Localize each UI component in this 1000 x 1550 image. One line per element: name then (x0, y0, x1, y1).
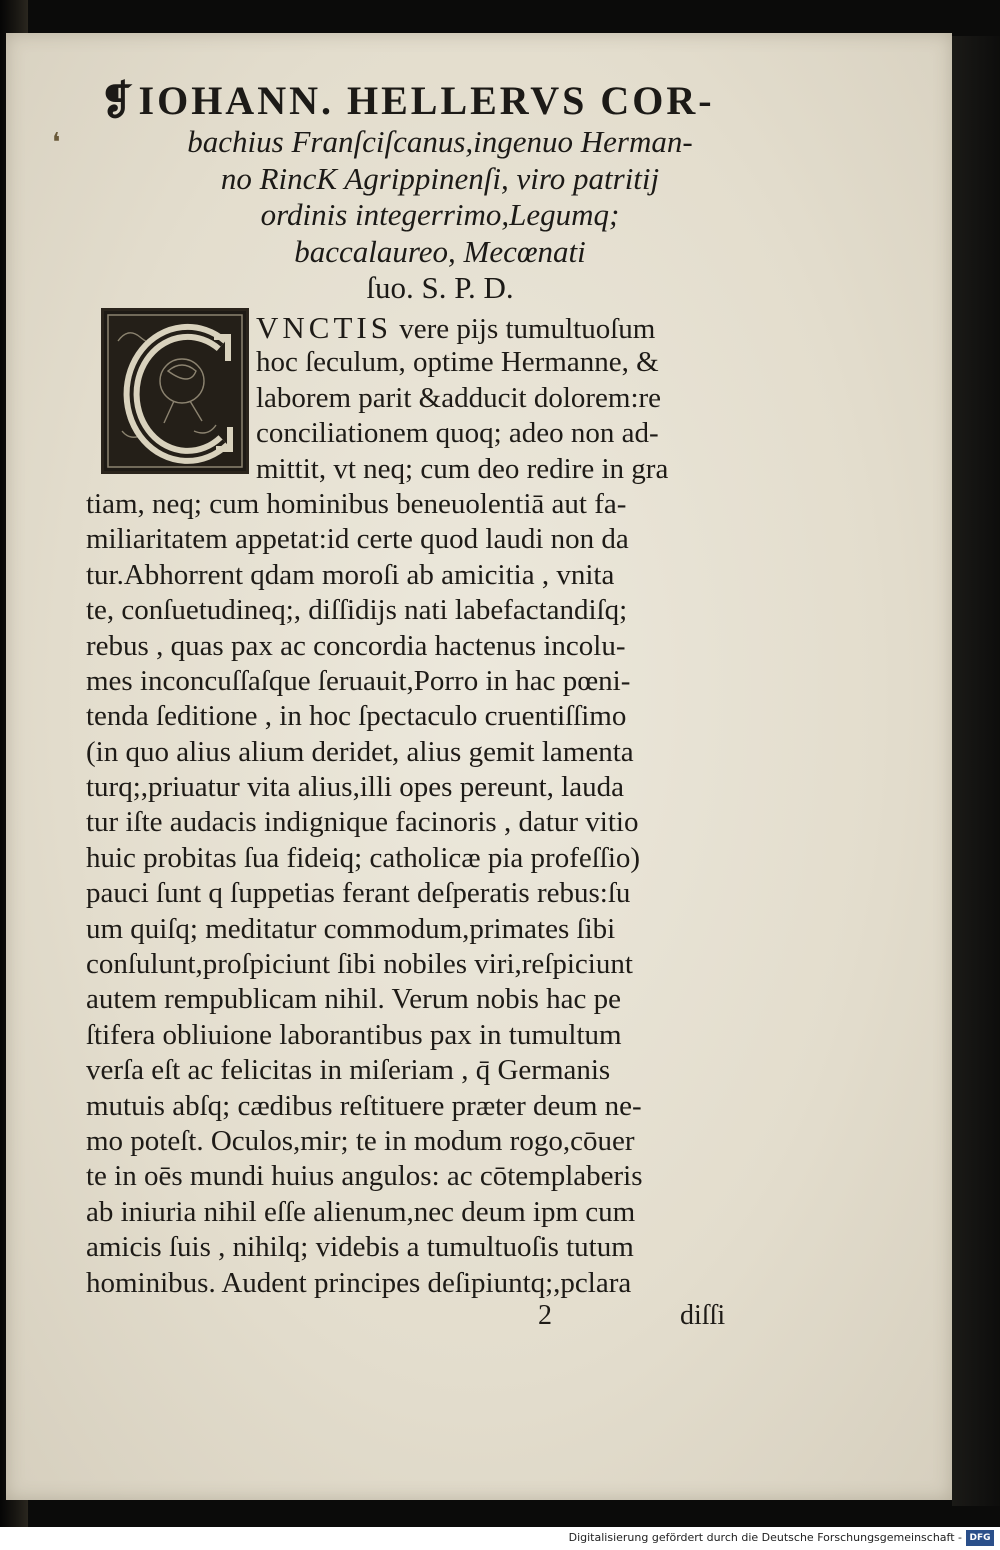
body-line: miliaritatem appetat:id certe quod laudi non da (86, 523, 629, 556)
signature-mark: 2 (538, 1300, 552, 1331)
heading-line: no RincK Agrippinenſi, viro patritij (220, 160, 660, 196)
body-line: tur.Abhorrent qdam moroſi ab amicitia , vnita (86, 558, 615, 591)
body-line: autem rempublicam nihil. Verum nobis hac pe (86, 983, 622, 1016)
opening-line-rest: vere pijs tumultuoſum (391, 313, 656, 345)
credit-bar (0, 1527, 1000, 1550)
body-line: ſtifera obliuione laborantibus pax in tumultum (86, 1018, 622, 1051)
heading-line: ordinis integerrimo,Legumq; (260, 197, 620, 232)
body-line: mutuis abſq; cædibus reſtituere præter deum ne- (86, 1089, 642, 1122)
body-line: (in quo alius alium deridet, alius gemit lamenta (86, 735, 634, 768)
dfg-logo-icon: DFG (966, 1530, 994, 1546)
funding-credit: Digitalisierung gefördert durch die Deutsche Forschungsgemeinschaft - (568, 1531, 962, 1544)
body-line: laborem parit &adducit dolorem:re (256, 381, 662, 414)
body-line: hoc ſeculum, optime Hermanne, & (256, 346, 659, 379)
catchword: diſſi (680, 1300, 726, 1331)
body-line: mittit, vt neq; cum deo redire in gra (256, 452, 669, 485)
pilcrow-icon: ❡ (100, 78, 137, 123)
body-line: te in oēs mundi huius angulos: ac cōtemplaberis (86, 1160, 643, 1193)
opening-capitals: VNCTIS (256, 310, 392, 345)
heading-line-1 (100, 78, 780, 124)
body-line: mo poteſt. Oculos,mir; te in modum rogo,cōuer (86, 1124, 635, 1157)
heading-line: bachius Franſciſcanus,ingenuo Herman- (187, 124, 693, 159)
body-line: verſa eſt ac felicitas in miſeriam , q̄ Germanis (86, 1054, 611, 1087)
heading-author-name: IOHANN. HELLERVS COR- (138, 78, 715, 123)
body-line: conciliationem quoq; adeo non ad- (256, 417, 659, 450)
heading-line: baccalaureo, Mecœnati (294, 233, 586, 269)
body-line: tiam, neq; cum hominibus beneuolentiā aut fa- (86, 487, 627, 520)
body-text (86, 310, 766, 1301)
body-line: um quiſq; meditatur commodum,primates ſibi (86, 912, 616, 945)
body-line: ab iniuria nihil eſſe alienum,nec deum ipm cum (86, 1195, 636, 1228)
body-line: conſulunt,proſpiciunt ſibi nobiles viri,reſpiciunt (86, 948, 633, 981)
body-line: rebus , quas pax ac concordia hactenus incolu- (86, 629, 626, 662)
body-line: amicis ſuis , nihilq; videbis a tumultuoſis tutum (86, 1231, 634, 1264)
body-line: tur iſte audacis indignique facinoris , datur vitio (86, 806, 639, 839)
body-line: turq;,priuatur vita alius,illi opes pereunt, lauda (86, 771, 624, 804)
body-line: tenda ſeditione , in hoc ſpectaculo cruentiſſimo (86, 700, 627, 733)
body-line: te, conſuetudineq;, diſſidijs nati labefactandiſq; (86, 594, 628, 627)
page-footer (86, 1298, 766, 1338)
body-line (86, 310, 766, 345)
heading-line: ſuo. S. P. D. (366, 270, 514, 305)
body-line: pauci ſunt q ſuppetias ferant deſperatis rebus:ſu (86, 877, 631, 910)
body-line: hominibus. Audent principes deſipiuntq;,pclara (86, 1266, 632, 1299)
body-line: mes inconcuſſaſque ſeruauit,Porro in hac pœni- (86, 664, 631, 697)
body-line: huic probitas ſua fideiq; catholicæ pia profeſſio) (86, 841, 641, 874)
dedication-heading (100, 78, 780, 307)
ink-blot-mark: ❛ (52, 128, 61, 158)
page-edge-shadow (952, 36, 1000, 1506)
